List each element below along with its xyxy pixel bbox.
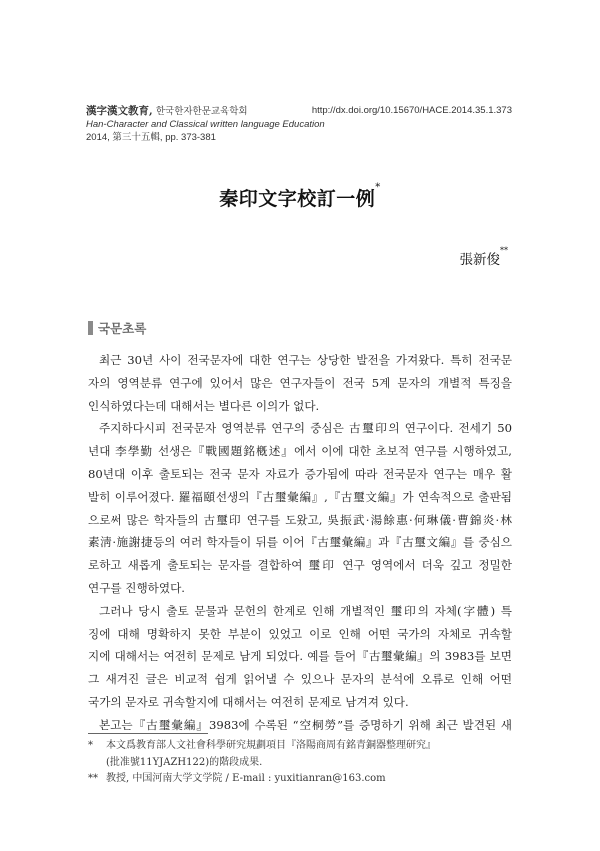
author-text: 張新俊 bbox=[459, 252, 500, 268]
abstract-line: 인식하였다는데 대해서는 별다른 이의가 없다. bbox=[88, 398, 320, 413]
abstract-line: 본고는『古璽彙編』3983에 수록된 “空桐勞”를 증명하기 위해 최근 발견된 새 bbox=[99, 717, 512, 732]
footnote-line bbox=[88, 738, 528, 755]
footnote-mark: ** bbox=[88, 773, 98, 784]
journal-name-cn: 漢字漢文教育, bbox=[86, 105, 153, 117]
journal-header bbox=[86, 105, 325, 144]
journal-name-ko: 한국한자한문교육학회 bbox=[155, 106, 248, 117]
abstract-line: 국가의 문자로 귀속할지에 대해서는 여전히 문제로 남겨져 있다. bbox=[88, 694, 409, 709]
abstract-heading-text: 국문초록 bbox=[98, 321, 147, 336]
abstract-line: 주지하다시피 전국문자 영역분류 연구의 중심은 古璽印의 연구이다. 전세기 50 bbox=[99, 421, 512, 436]
abstract-line: 으로써 많은 학자들의 古璽印 연구를 도왔고, 吳振武·湯餘惠·何琳儀·曹錦炎·林 bbox=[88, 512, 512, 527]
footnote-text: (批准號11YJAZH122)的階段成果. bbox=[106, 756, 263, 768]
abstract-line: 素淸·施謝捷등의 여러 학자들이 뒤를 이어『古璽彙編』과『古璽文編』를 중심으 bbox=[88, 535, 512, 550]
journal-title-line bbox=[86, 105, 325, 118]
abstract-line: 그 새겨진 글은 비교적 쉽게 읽어낼 수 있으나 문자의 분석에 오류로 인해 어떤 bbox=[88, 672, 512, 687]
abstract-line: 로하고 새롭게 출토되는 문자를 결합하여 璽印 연구 영역에서 더욱 깊고 정밀한 bbox=[88, 558, 512, 573]
abstract-line: 최근 30년 사이 전국문자에 대한 연구는 상당한 발전을 가져왔다. 특히 전국문 bbox=[99, 353, 512, 367]
abstract-body bbox=[88, 349, 512, 737]
footnote-text: 教授, 中国河南大学文学院 / E-mail : yuxitianran@163.com bbox=[106, 773, 386, 784]
abstract-heading bbox=[88, 318, 146, 338]
author-footnote-mark: ** bbox=[500, 246, 508, 255]
abstract-line: 자의 영역분류 연구에 있어서 많은 연구자들이 전국 5계 문자의 개별적 특징을 bbox=[88, 375, 512, 390]
abstract-line: 연구를 진행하였다. bbox=[88, 580, 185, 595]
paper-title bbox=[0, 184, 600, 211]
volume-info: 2014, 第三十五輯, pp. 373-381 bbox=[86, 132, 216, 143]
abstract-line: 그러나 당시 출토 문물과 문헌의 한계로 인해 개별적인 璽印의 자체(字體) 특 bbox=[99, 603, 512, 618]
abstract-line: 발히 이루어졌다. 羅福頤선생의『古璽彙編』,『古璽文編』가 연속적으로 출판됨 bbox=[88, 489, 512, 504]
abstract-line: 징에 대해 명확하지 못한 부분이 있었고 이로 인해 어떤 국가의 자체로 귀속할 bbox=[88, 626, 512, 641]
footnotes bbox=[88, 738, 528, 788]
abstract-line: 지에 대해서는 여전히 문제로 남게 되었다. 예를 들어『古璽彙編』의 3983를 보면 bbox=[88, 649, 512, 664]
abstract-line: 80년대 이후 출토되는 전국 문자 자료가 증가됨에 따라 전국문자 연구는 매우 활 bbox=[88, 466, 512, 481]
footnote-line bbox=[88, 755, 528, 772]
doi-link[interactable]: http://dx.doi.org/10.15670/HACE.2014.35.1.373 bbox=[311, 105, 512, 116]
title-text: 秦印文字校訂一例 bbox=[219, 188, 376, 210]
footnote-line bbox=[88, 771, 528, 788]
footnote-divider bbox=[88, 733, 208, 734]
journal-name-en: Han-Character and Classical written language Education bbox=[86, 119, 325, 130]
title-footnote-mark: * bbox=[375, 182, 381, 193]
heading-bar-decoration bbox=[88, 321, 93, 335]
footnote-text: 本文爲教育部人文社會科學研究規劃項目『洛陽商周有銘青銅器整理研究』 bbox=[106, 740, 436, 751]
abstract-line: 년대 李學勤 선생은『戰國題銘槪述』에서 이에 대한 초보적 연구를 시행하였고, bbox=[88, 444, 512, 459]
author-name bbox=[460, 248, 509, 268]
footnote-mark: * bbox=[88, 740, 93, 751]
